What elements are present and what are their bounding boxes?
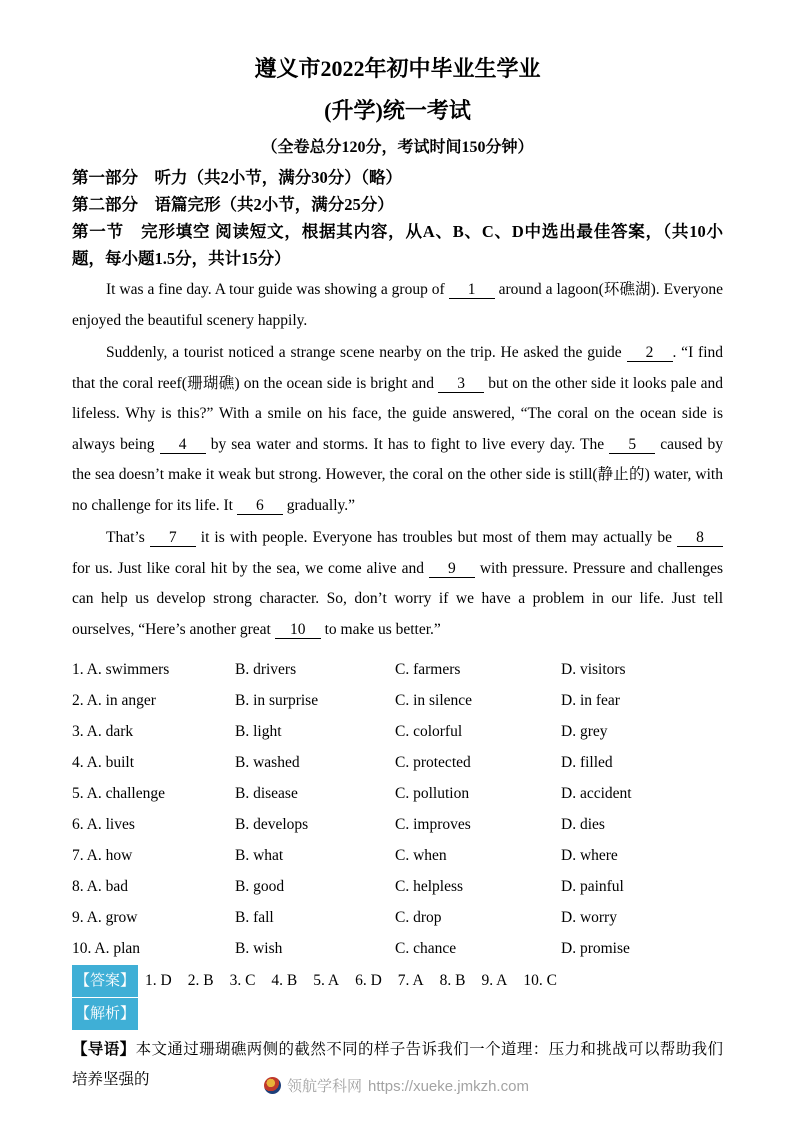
option-cell: 3. A. dark	[72, 723, 134, 740]
blank-1: 1	[449, 282, 495, 299]
intro-text: 本文通过珊瑚礁两侧的截然不同的样子告诉我们一个道理：压力和挑战可以帮助我们培养坚强的	[72, 1041, 723, 1088]
option-cell: 4. A. built	[72, 754, 135, 771]
option-cell: D. painful	[561, 878, 624, 895]
answer-item: 4. B	[271, 972, 298, 989]
option-row-2	[72, 685, 723, 716]
option-cell: C. chance	[395, 940, 457, 957]
exam-subtitle: （全卷总分120分，考试时间150分钟）	[261, 139, 534, 156]
option-row-4	[72, 747, 723, 778]
answer-tag: 【答案】	[72, 965, 138, 997]
footer-watermark	[0, 1075, 793, 1096]
option-cell: D. grey	[561, 723, 608, 740]
option-cell: C. improves	[395, 816, 471, 833]
passage-text: to make us better.”	[320, 620, 441, 638]
option-cell: 1. A. swimmers	[72, 661, 170, 678]
passage-text: It was a fine day. A tour guide was showing a group of	[106, 281, 449, 298]
option-cell: C. in silence	[395, 692, 473, 709]
blank-4: 4	[160, 437, 206, 454]
passage-text: Suddenly, a tourist noticed a strange scene nearby on the trip. He asked the guide	[106, 344, 627, 361]
option-cell: 8. A. bad	[72, 878, 128, 895]
passage-text: caused by the sea doesn’t make it weak but strong. However, the coral on the other side is still(静止的) water, with no challenge for its life. It	[72, 435, 723, 514]
option-row-10	[72, 933, 723, 964]
answer-row	[72, 965, 723, 997]
option-cell: 5. A. challenge	[72, 785, 165, 802]
answer-item: 10. C	[523, 972, 557, 989]
passage-text: for us. Just like coral hit by the sea, we come alive and	[72, 559, 429, 577]
passage-text: but on the other side it looks pale and lifeless. Why is this?” With a smile on his face, the guide answered, “The coral on the ocean side is always being	[72, 374, 723, 453]
option-cell: B. disease	[235, 785, 298, 802]
option-cell: D. promise	[561, 940, 630, 957]
passage-text: by sea water and storms. It has to fight to live every day. The	[205, 435, 610, 453]
option-row-6	[72, 809, 723, 840]
exam-title-line1: 遵义市2022年初中毕业生学业	[254, 56, 541, 81]
option-cell: B. washed	[235, 754, 300, 771]
answer-item: 5. A	[313, 972, 340, 989]
option-cell: B. what	[235, 847, 284, 864]
option-cell: D. worry	[561, 909, 617, 926]
option-cell: 9. A. grow	[72, 909, 138, 926]
blank-3: 3	[438, 376, 484, 393]
option-cell: 7. A. how	[72, 847, 133, 864]
option-row-5	[72, 778, 723, 809]
part2-heading: 第二部分 语篇完形（共2小节，满分25分）	[72, 195, 394, 214]
option-cell: B. in surprise	[235, 692, 319, 709]
cloze-passage	[72, 275, 723, 645]
blank-6: 6	[237, 498, 283, 515]
blank-8: 8	[677, 530, 723, 547]
option-cell: D. filled	[561, 754, 613, 771]
passage-paragraph-3	[72, 523, 723, 645]
option-cell: B. fall	[235, 909, 274, 926]
site-logo-icon	[264, 1077, 281, 1094]
passage-paragraph-1	[72, 275, 723, 336]
answer-item: 2. B	[187, 972, 214, 989]
option-cell: B. drivers	[235, 661, 297, 678]
passage-paragraph-2	[72, 338, 723, 521]
answer-item: 7. A	[397, 972, 424, 989]
answer-item: 9. A	[481, 972, 508, 989]
passage-text: . “I find that the coral reef(珊瑚礁) on the ocean side is bright and	[72, 344, 724, 392]
option-cell: C. drop	[395, 909, 442, 926]
option-cell: D. in fear	[561, 692, 620, 709]
option-cell: B. develops	[235, 816, 309, 833]
option-cell: C. helpless	[395, 878, 464, 895]
part1-heading: 第一部分 听力（共2小节，满分30分）（略）	[72, 168, 402, 187]
answer-item: 3. C	[229, 972, 256, 989]
blank-9: 9	[429, 561, 475, 578]
option-cell: C. when	[395, 847, 447, 864]
option-cell: C. pollution	[395, 785, 470, 802]
option-cell: D. accident	[561, 785, 632, 802]
passage-text: around a lagoon(环礁湖). Everyone enjoyed the beautiful scenery happily.	[72, 281, 723, 329]
option-row-1	[72, 654, 723, 685]
analysis-tag: 【解析】	[72, 998, 138, 1030]
answer-item: 6. D	[355, 972, 382, 989]
blank-5: 5	[609, 437, 655, 454]
option-cell: 10. A. plan	[72, 940, 141, 957]
option-row-8	[72, 871, 723, 902]
option-cell: B. wish	[235, 940, 283, 957]
exam-title-line2: (升学)统一考试	[324, 98, 471, 123]
section1-heading: 第一节 完形填空 阅读短文，根据其内容，从A、B、C、D中选出最佳答案，（共10小题，每小题1.5分，共计15分）	[72, 222, 723, 268]
option-cell: 2. A. in anger	[72, 692, 156, 709]
blank-2: 2	[627, 345, 673, 362]
blank-7: 7	[150, 530, 196, 547]
option-cell: D. visitors	[561, 661, 626, 678]
option-cell: D. where	[561, 847, 618, 864]
option-cell: C. protected	[395, 754, 471, 771]
passage-text: That’s	[106, 529, 150, 546]
passage-text: with pressure. Pressure and challenges can help us develop strong character. So, don’t worry if we have a problem in our life. Just tell ourselves, “Here’s another great	[72, 559, 723, 638]
option-cell: B. good	[235, 878, 285, 895]
blank-10: 10	[275, 622, 321, 639]
option-cell: B. light	[235, 723, 282, 740]
analysis-row	[72, 998, 723, 1030]
footer-url: https://xueke.jmkzh.com	[368, 1078, 529, 1095]
option-cell: C. farmers	[395, 661, 461, 678]
options-table	[72, 654, 723, 964]
option-cell: 6. A. lives	[72, 816, 135, 833]
answer-list	[145, 966, 573, 996]
intro-tag: 【导语】	[72, 1041, 136, 1058]
option-cell: D. dies	[561, 816, 605, 833]
footer-site-name: 领航学科网	[287, 1078, 363, 1095]
option-cell: C. colorful	[395, 723, 463, 740]
answer-item: 8. B	[439, 972, 466, 989]
passage-text: it is with people. Everyone has troubles but most of them may actually be	[195, 529, 677, 546]
passage-text: gradually.”	[282, 496, 356, 514]
answer-item: 1. D	[145, 972, 172, 989]
option-row-3	[72, 716, 723, 747]
option-row-7	[72, 840, 723, 871]
option-row-9	[72, 902, 723, 933]
